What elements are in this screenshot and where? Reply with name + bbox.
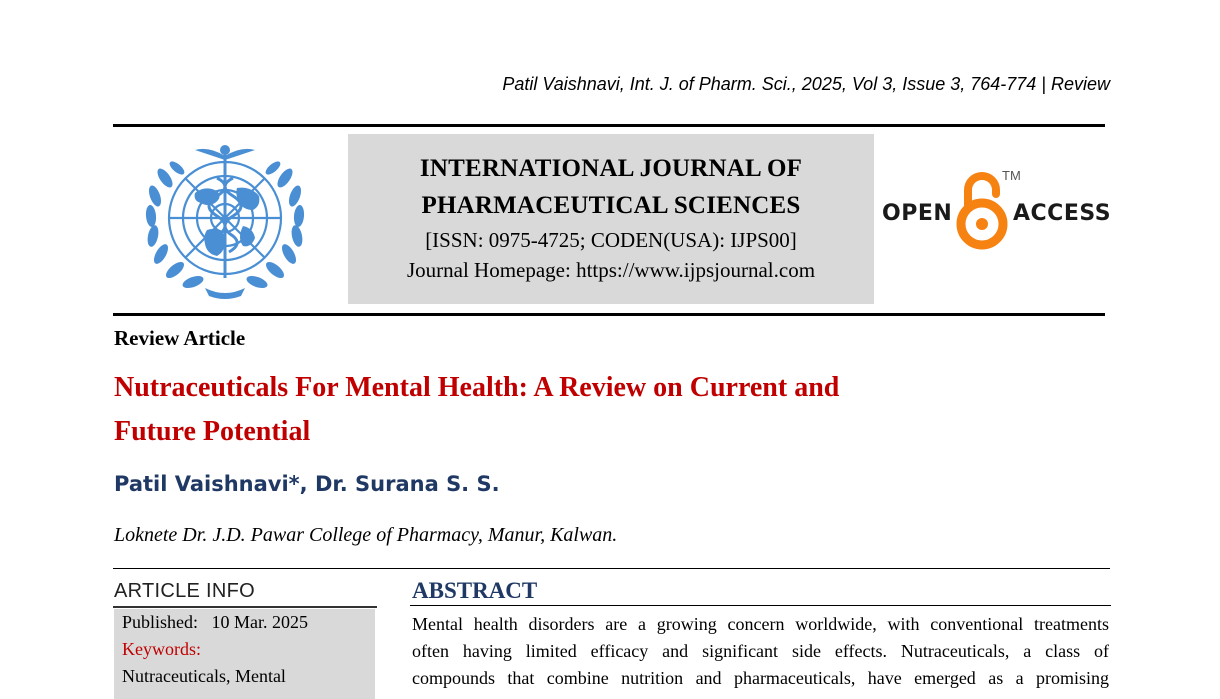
published-label: Published: bbox=[122, 612, 199, 632]
open-access-left-text: OPEN bbox=[882, 201, 953, 226]
abstract-line: Mental health disorders are a growing concern worldwide, with conventional treatments bbox=[412, 614, 1109, 634]
trademark-mark: TM bbox=[1002, 168, 1021, 183]
published-date: 10 Mar. 2025 bbox=[211, 612, 309, 632]
keywords-value: Nutraceuticals, Mental bbox=[122, 666, 286, 686]
header-rule-top bbox=[113, 124, 1105, 127]
keywords-label: Keywords: bbox=[122, 639, 201, 659]
header-rule-bottom bbox=[113, 313, 1105, 316]
journal-homepage[interactable]: Journal Homepage: https://www.ijpsjournal.com bbox=[406, 258, 816, 282]
journal-issn: [ISSN: 0975-4725; CODEN(USA): IJPS00] bbox=[425, 228, 797, 252]
abstract-text bbox=[412, 611, 1109, 692]
journal-banner bbox=[348, 134, 874, 304]
journal-title-line2: PHARMACEUTICAL SCIENCES bbox=[421, 192, 801, 219]
abstract-heading: ABSTRACT bbox=[412, 578, 538, 603]
article-info-box bbox=[114, 609, 375, 699]
abstract-line: compounds that combine nutrition and pharmaceuticals, have emerged as a promising bbox=[412, 668, 1109, 688]
citation-line: Patil Vaishnavi, Int. J. of Pharm. Sci., 2025, Vol 3, Issue 3, 764-774 | Review bbox=[502, 74, 1110, 94]
un-emblem-caduceus-icon bbox=[125, 138, 325, 306]
journal-title-line1: INTERNATIONAL JOURNAL OF bbox=[419, 155, 803, 182]
article-title-line1: Nutraceuticals For Mental Health: A Review on Current and bbox=[114, 372, 840, 403]
published-row bbox=[114, 609, 375, 636]
open-access-right-text: ACCESS bbox=[1013, 201, 1112, 226]
open-access-logo bbox=[878, 168, 1110, 254]
section-divider bbox=[113, 568, 1110, 569]
abstract-rule bbox=[410, 605, 1111, 606]
article-title bbox=[114, 366, 974, 454]
article-info-rule bbox=[113, 606, 377, 608]
affiliation: Loknete Dr. J.D. Pawar College of Pharmacy, Manur, Kalwan. bbox=[114, 524, 618, 546]
abstract-line: often having limited efficacy and significant side effects. Nutraceuticals, a class of bbox=[412, 641, 1109, 661]
author-list: Patil Vaishnavi*, Dr. Surana S. S. bbox=[114, 472, 500, 496]
article-info-heading: ARTICLE INFO bbox=[114, 580, 256, 602]
article-title-line2: Future Potential bbox=[114, 416, 311, 447]
article-type: Review Article bbox=[114, 326, 246, 350]
